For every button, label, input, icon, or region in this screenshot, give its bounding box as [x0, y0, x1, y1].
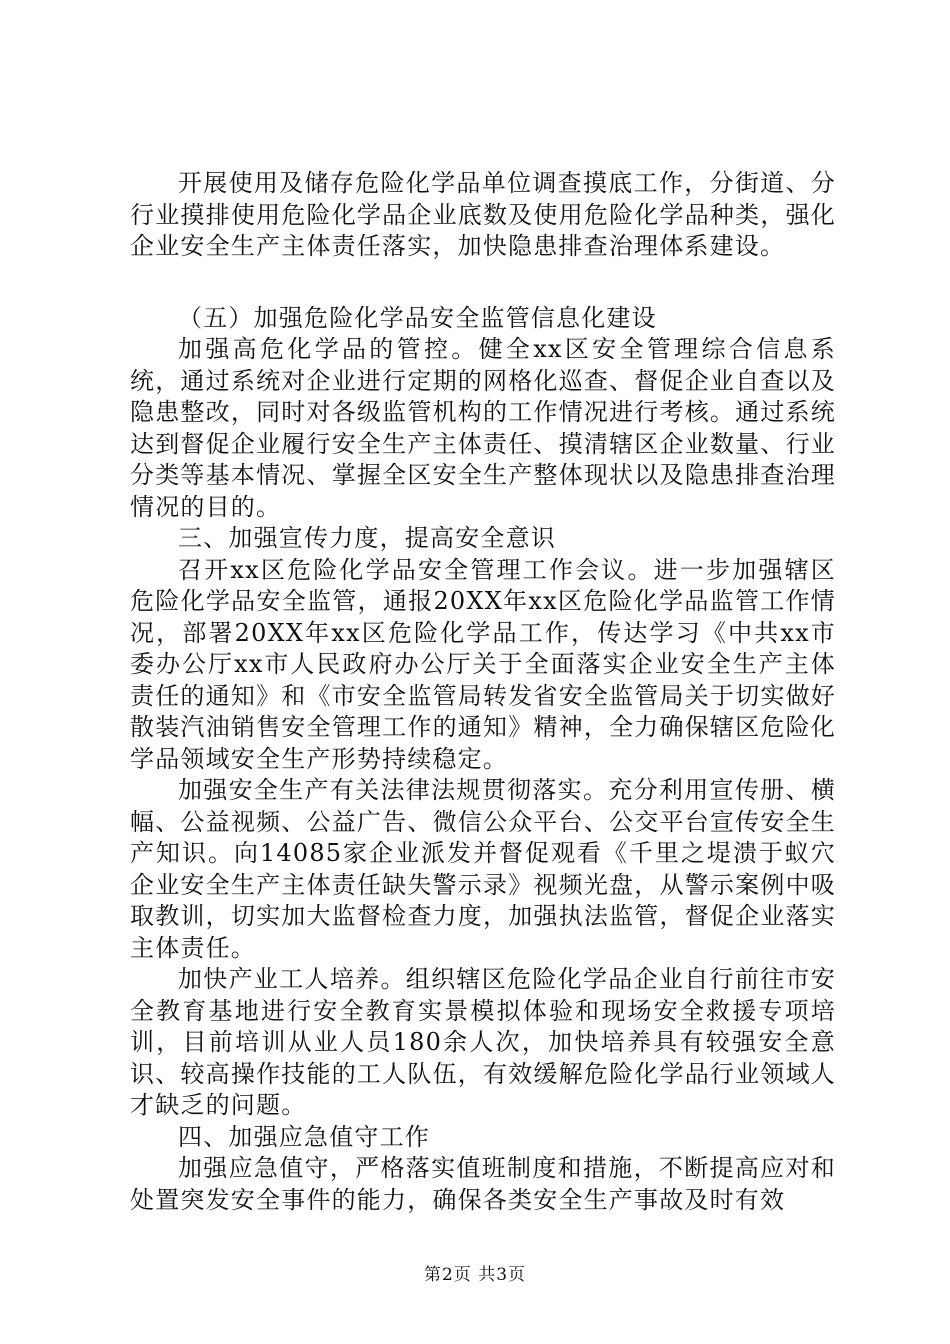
paragraph-control: 加强高危化学品的管控。健全xx区安全管理综合信息系统，通过系统对企业进行定期的网格化巡查、督促企业自查以及隐患整改，同时对各级监管机构的工作情况进行考核。通过系统达到督促企业履行安全生产主体责任、摸清辖区企业数量、行业分类等基本情况、掌握全区安全生产整体现状以及隐患排查治理情况的目的。: [130, 335, 836, 521]
section-heading-publicity: 三、加强宣传力度，提高安全意识: [178, 524, 556, 552]
paragraph-duty: 加强应急值守，严格落实值班制度和措施，不断提高应对和处置突发安全事件的能力，确保各类安全生产事故及时有效: [130, 1154, 836, 1214]
page-footer: 第2页 共3页: [423, 1265, 527, 1285]
paragraph-training: 加快产业工人培养。组织辖区危险化学品企业自行前往市安全教育基地进行安全教育实景模拟体验和现场安全救援专项培训，目前培训从业人员180余人次，加快培养具有较强安全意识、较高操作技能的工人队伍，有效缓解危险化学品行业领域人才缺乏的问题。: [130, 965, 836, 1119]
document-body: [130, 168, 836, 1216]
paragraph-meeting: 召开xx区危险化学品安全管理工作会议。进一步加强辖区危险化学品安全监管，通报20XX年xx区危险化学品监管工作情况，部署20XX年xx区危险化学品工作，传达学习《中共xx市委办公厅xx市人民政府办公厅关于全面落实企业安全生产主体责任的通知》和《市安全监管局转发省安全监管局关于切实做好散装汽油销售安全管理工作的通知》精神，全力确保辖区危险化学品领域安全生产形势持续稳定。: [130, 555, 836, 773]
section-heading-informatization: （五）加强危险化学品安全监管信息化建设: [178, 303, 657, 332]
paragraph-survey: 开展使用及储存危险化学品单位调查摸底工作，分街道、分行业摸排使用危险化学品企业底数及使用危险化学品种类，强化企业安全生产主体责任落实，加快隐患排查治理体系建设。: [130, 169, 836, 260]
section-heading-emergency: 四、加强应急值守工作: [178, 1122, 430, 1151]
paragraph-laws: 加强安全生产有关法律法规贯彻落实。充分利用宣传册、横幅、公益视频、公益广告、微信公众平台、公交平台宣传安全生产知识。向14085家企业派发并督促观看《千里之堤溃于蚁穴企业安全生产主体责任缺失警示录》视频光盘，从警示案例中吸取教训，切实加大监督检查力度，加强执法监管，督促企业落实主体责任。: [130, 776, 836, 962]
paragraph-spacer: [130, 263, 836, 303]
